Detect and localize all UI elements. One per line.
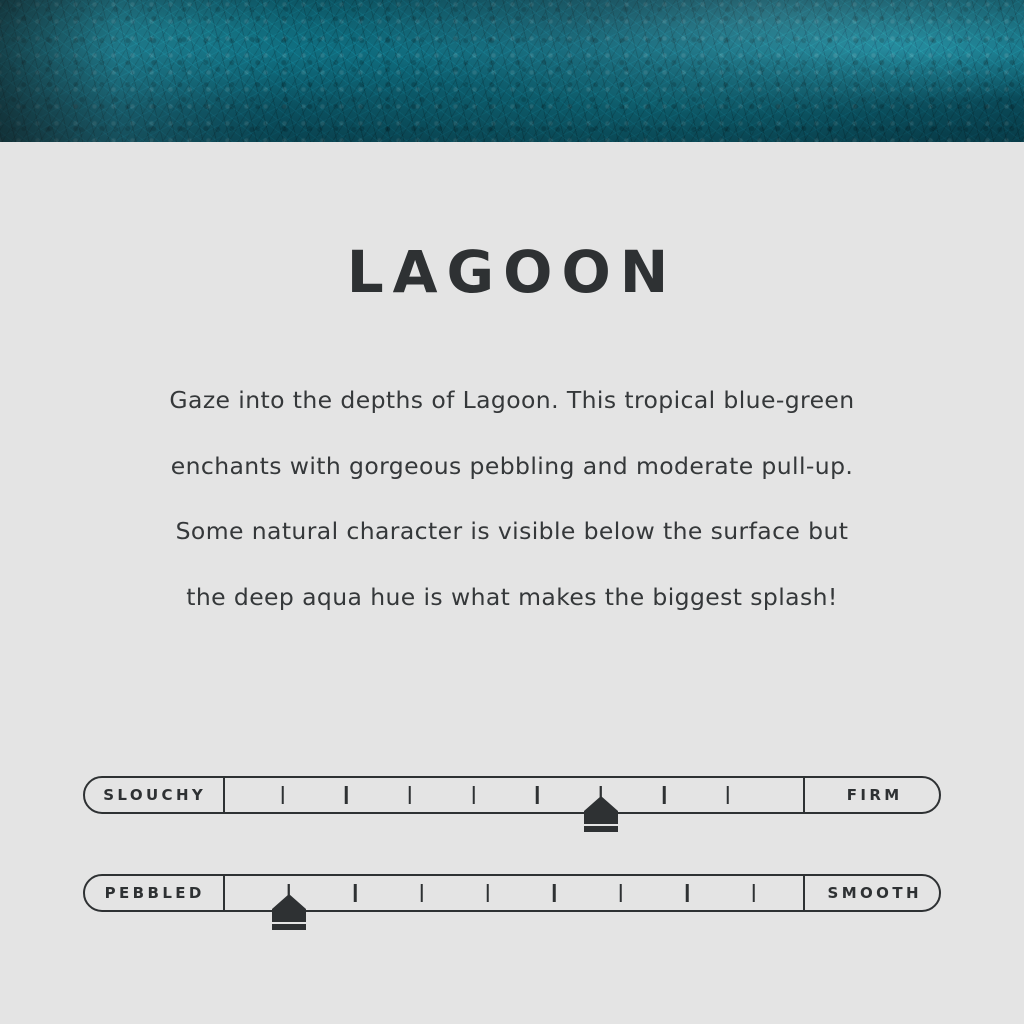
description-line: Some natural character is visible below the surface but [175, 517, 849, 545]
scale-tick [354, 884, 357, 902]
scale-firmness [83, 776, 941, 814]
marker-base [272, 924, 306, 930]
swatch-highlight-overlay [0, 0, 1024, 142]
marker-body [584, 811, 618, 824]
scale-texture [83, 874, 941, 912]
scale-tick [553, 884, 556, 902]
scale-tick [287, 884, 290, 902]
scale-tick [686, 884, 689, 902]
scale-tick [282, 786, 285, 804]
scale-tick [536, 786, 539, 804]
scale-ticks [225, 874, 803, 912]
scale-tick [663, 786, 666, 804]
page-title: LAGOON [346, 238, 678, 306]
leather-swatch-image [0, 0, 1024, 142]
attribute-scales [83, 776, 941, 972]
swatch-shadow-edge [0, 0, 120, 142]
marker-body [272, 909, 306, 922]
scale-right-label: SMOOTH [803, 874, 941, 912]
scale-tick [345, 786, 348, 804]
description-line: the deep aqua hue is what makes the biggest splash! [186, 582, 838, 611]
scale-tick [487, 884, 490, 902]
description-line: Gaze into the depths of Lagoon. This tropical blue-green [169, 386, 855, 414]
scale-tick [753, 884, 756, 902]
scale-left-label: PEBBLED [83, 874, 225, 912]
marker-base [584, 826, 618, 832]
description-line: enchants with gorgeous pebbling and moderate pull-up. [170, 451, 854, 480]
scale-right-label: FIRM [803, 776, 941, 814]
scale-tick [727, 786, 730, 804]
description-text [0, 368, 1024, 630]
scale-left-label: SLOUCHY [83, 776, 225, 814]
scale-tick [472, 786, 475, 804]
scale-tick [599, 786, 602, 804]
scale-tick [620, 884, 623, 902]
scale-ticks [225, 776, 803, 814]
scale-tick [409, 786, 412, 804]
scale-tick [420, 884, 423, 902]
